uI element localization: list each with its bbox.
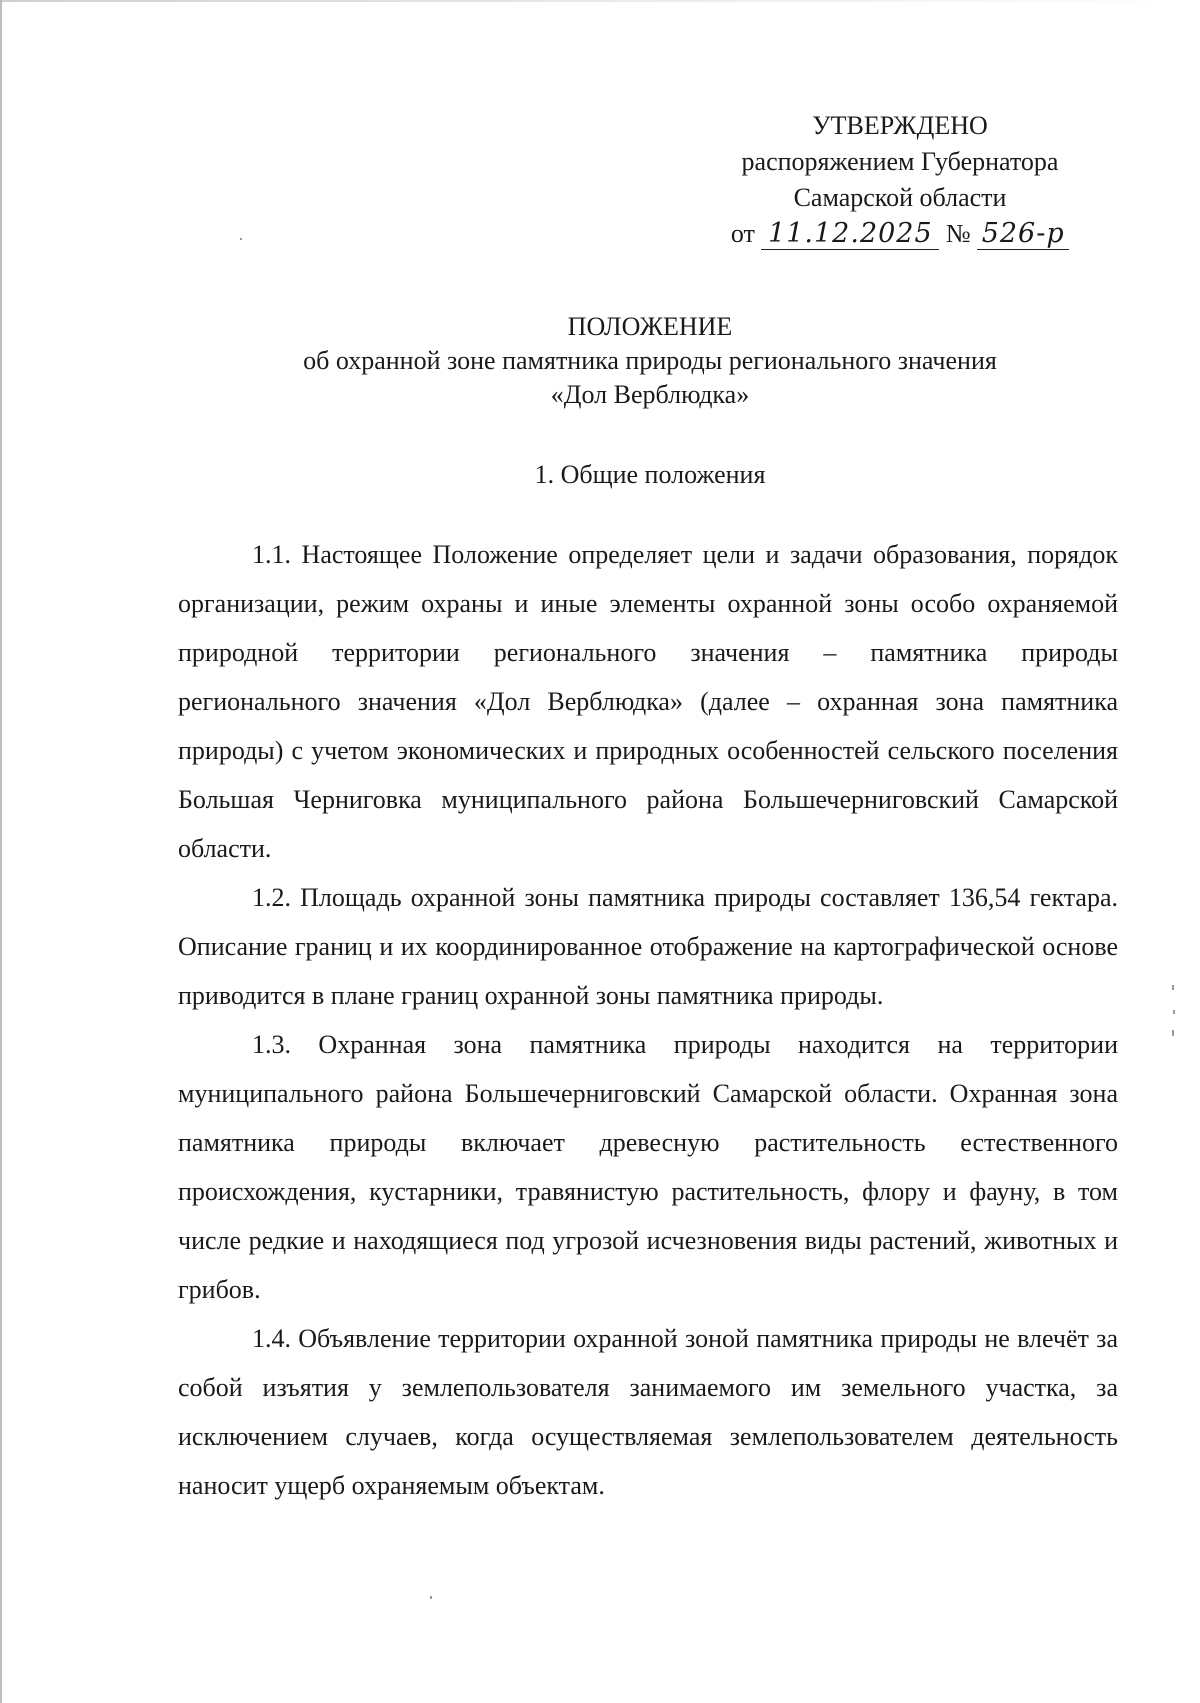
scan-edge-top bbox=[0, 0, 1200, 2]
approval-heading: УТВЕРЖДЕНО bbox=[812, 111, 988, 140]
document-title-block bbox=[150, 310, 1150, 412]
paragraph-1-2: 1.2. Площадь охранной зоны памятника природы составляет 136,54 гектара. Описание границ и их координированное отображение на картографической основе приводится в плане границ охранной зоны памятника природы. bbox=[178, 883, 1118, 1010]
document-title: ПОЛОЖЕНИЕ bbox=[567, 312, 733, 341]
section-heading: 1. Общие положения bbox=[534, 460, 766, 489]
approval-date-line bbox=[700, 216, 1100, 252]
date-prefix: от bbox=[730, 219, 755, 248]
paragraph-1-1: 1.1. Настоящее Положение определяет цели и задачи образования, порядок организации, режим охраны и иные элементы охранной зоны особо охраняемой природной территории регионального значения – памятника природы регионального значения «Дол Верблюдка» (далее – охранная зона памятника природы) с учетом экономических и природных особенностей сельского поселения Большая Черниговка муниципального района Большечерниговский Самарской области. bbox=[178, 540, 1118, 863]
document-subtitle-line-1: об охранной зоне памятника природы регионального значения bbox=[303, 346, 997, 375]
scan-edge-left bbox=[0, 0, 2, 1703]
approval-region: Самарской области bbox=[793, 183, 1007, 212]
document-body bbox=[178, 530, 1118, 1510]
scan-speck bbox=[1172, 985, 1174, 990]
scan-speck bbox=[1172, 1030, 1174, 1036]
paragraph-1-3: 1.3. Охранная зона памятника природы находится на территории муниципального района Большечерниговский Самарской области. Охранная зона памятника природы включает древесную растительность естественного происхождения, кустарники, травянистую растительность, флору и фауну, в том числе редкие и находящиеся под угрозой исчезновения виды растений, животных и грибов. bbox=[178, 1030, 1118, 1304]
approval-stamp-block bbox=[700, 108, 1100, 252]
handwritten-number: 526-р bbox=[977, 219, 1069, 250]
approval-authority: распоряжением Губернатора bbox=[741, 147, 1059, 176]
scan-speck bbox=[240, 238, 242, 240]
number-sign: № bbox=[945, 219, 971, 248]
handwritten-date: 11.12.2025 bbox=[761, 219, 939, 250]
paragraph-1-4: 1.4. Объявление территории охранной зоной памятника природы не влечёт за собой изъятия у землепользователя занимаемого им земельного участка, за исключением случаев, когда осуществляемая землепользователем деятельность наносит ущерб охраняемым объектам. bbox=[178, 1324, 1118, 1500]
scan-speck bbox=[430, 1596, 432, 1599]
scan-speck bbox=[1173, 1010, 1175, 1014]
document-subtitle-line-2: «Дол Верблюдка» bbox=[550, 380, 750, 409]
